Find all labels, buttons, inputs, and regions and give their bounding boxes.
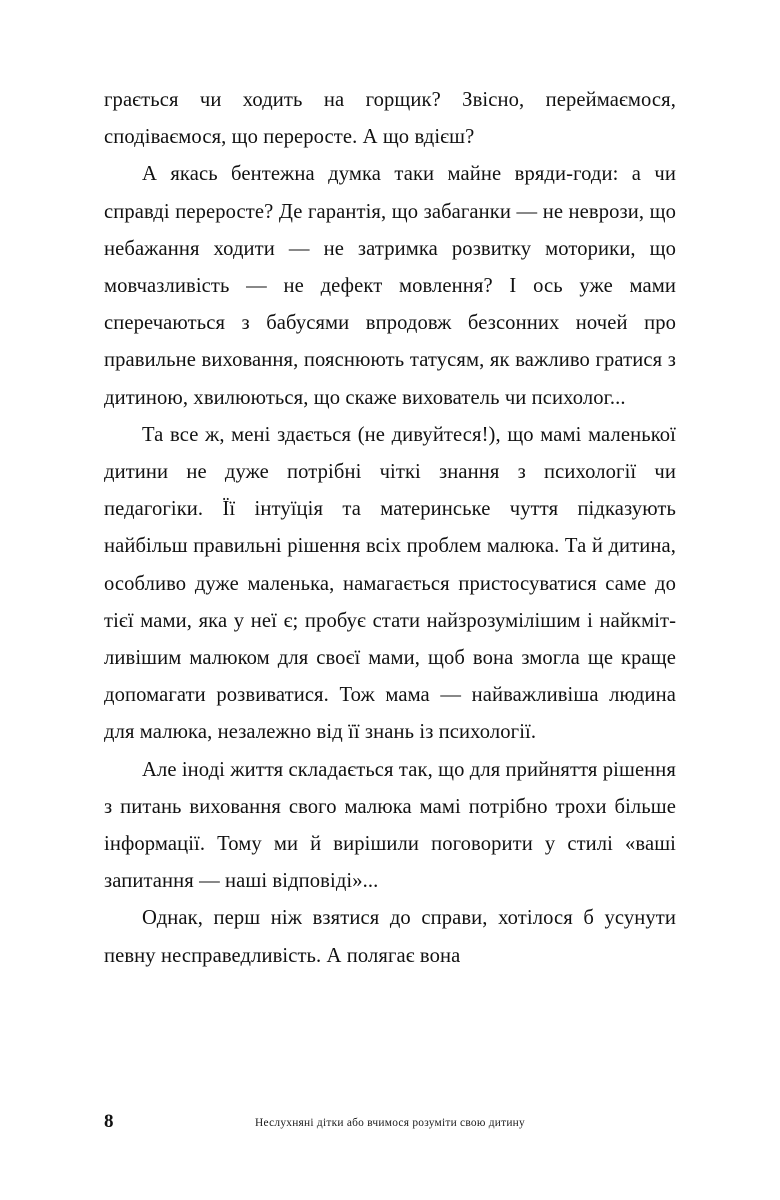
paragraph: Однак, перш ніж взятися до справи, хотілося б усунути певну несправедливість. А полягає вона <box>104 907 676 967</box>
running-title: Неслухняні дітки або вчимося розуміти свою дитину <box>255 1117 525 1129</box>
page-number: 8 <box>104 1111 114 1132</box>
paragraph: Але іноді життя складається так, що для прийняття рішення з питань виховання свого малюка мамі потрібно трохи більше інформації. Тому ми й вирішили поговорити у стилі «ваші запитання — наші відповіді»... <box>104 758 676 893</box>
paragraph: грається чи ходить на горщик? Звісно, переймаємося, сподіваємося, що переросте. А що вдієш? <box>104 89 676 149</box>
body-text-column <box>104 82 676 975</box>
page-footer <box>104 1110 676 1134</box>
paragraph: А якась бентежна думка таки майне вряди-годи: а чи справді переросте? Де гарантія, що забаганки — не неврози, що небажання ходити — не затримка розвитку моторики, що мовчазливість — не дефект мовлення? І ось уже мами сперечаються з бабусями впродовж безсонних ночей про правильне виховання, пояснюють татусям, як важливо гратися з дитиною, хвилюються, що скаже вихователь чи психолог... <box>104 163 676 409</box>
paragraph: Та все ж, мені здається (не дивуйтеся!), що мамі маленької дитини не дуже потрібні чіткі знання з психології чи педагогіки. Її інтуїція та материнське чуття підказують найбільш правильні рішення всіх проблем малюка. Та й дитина, особливо дуже маленька, намагається пристосуватися саме до тієї мами, яка у неї є; пробує стати найзрозумілішим і найкмітливішим малюком для своєї мами, щоб вона змогла ще краще допомагати розвиватися. Тож мама — найважливіша людина для малюка, незалежно від її знань із психології. <box>104 423 676 744</box>
